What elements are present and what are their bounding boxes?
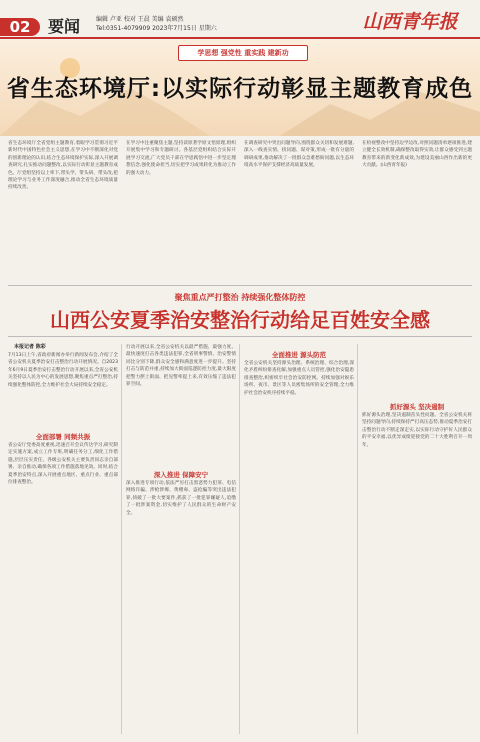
masthead-text: 山西青年报 — [362, 11, 458, 33]
section-head-1: 全面部署 同频共振 — [35, 433, 91, 441]
second-col-3: 全省公安机关坚持源头治理、系统治理、综合治理,深化矛盾纠纷排查化解,加强重点人员管控,强化治安隐患排查整治,织密织牢社会治安防控网。持续加强对娱乐场所、夜市、景区等人员密集场所的安全管理,全力维护社会治安秩序持续平稳。 — [244, 361, 354, 396]
second-col-1b: 省公安厅党委高度重视,迅速召开会议传达学习,研究制定实施方案,成立工作专班,明确任务分工,细化工作措施,层层压实责任。各级公安机关主要负责同志亲自部署、亲自推动,确保各项工作措施落地见效。同时,结合夏季治安特点,深入开展重点地区、重点行业、重点部位排查整治。 — [8, 443, 118, 486]
top-col-3: 在调查研究中突出问题导向,围绕群众关切和发展难题,深入一线查实情、找问题、谋对策,形成一批有分量的调研成果,推动解决了一批群众急难愁盼问题,以生态环境高水平保护支撑经济高质量发展。 — [244, 141, 354, 169]
page-header — [0, 0, 480, 38]
second-col-1a: 7月13日上午,省政府新闻办举行新闻发布会,介绍了全省公安机关夏季治安打击整治行动开展情况。自2023年6月9日夏季治安打击整治行动开展以来,全省公安机关坚持以人民为中心的发展思想,聚焦重点严打整治,持续强化整体防控,全力维护社会大局持续安全稳定。 — [8, 353, 118, 388]
column-rule — [121, 344, 122, 734]
second-col-2a: 行动开展以来,全省公安机关以最严措施、最强力度、最快速度打击各类违法犯罪,全省刑事警情、治安警情同比分别下降,群众安全感和满意度进一步提升。坚持打击与防范并重,持续加大街面巡逻防控力度,最大限度把警力摆上街面、把见警率提上来,有效压缩了违法犯罪空间。 — [126, 345, 236, 388]
section-divider — [8, 285, 472, 286]
section-head-3: 全面推进 源头防范 — [271, 351, 327, 359]
second-headline: 山西公安夏季治安整治行动给足百姓安全感 — [50, 308, 430, 332]
second-col-2b: 深入推进专项行动,依法严厉打击黑恶势力犯罪、电信网络诈骗、涉枪涉爆、黄赌毒、盗抢骗等突出违法犯罪,侦破了一批大要案件,抓获了一批犯罪嫌疑人,追缴了一批涉案资金,切实维护了人民群众的生命财产安全。 — [126, 481, 236, 516]
byline: 本报记者 陈彩 — [14, 344, 46, 350]
top-col-2: 在学习中注重聚焦主题,坚持读原著学原文悟原理,组织开展集中学习和专题研讨。各基层党组织结合实际开展学习交流,广大党员干部在学思践悟中进一步坚定理想信念,强化使命担当,切实把学习成果转化为推动工作的强大动力。 — [126, 141, 236, 176]
top-col-4: 在检视整改中坚持边学边改,对照问题清单逐项推进,建立健全长效机制,确保整改取得实效,让群众感受到主题教育带来的新变化新成效,为建设美丽山西作出新的更大贡献。(山西青年报) — [362, 141, 472, 169]
headline-divider — [8, 336, 472, 337]
column-rule — [239, 344, 240, 734]
masthead-logo — [348, 8, 472, 34]
theme-tags: 学思想 强党性 重实践 建新功 — [178, 45, 308, 61]
top-col-1: 省生态环境厅全省党组主题教育,着眼学习贯彻习近平新时代中国特色社会主义思想,在学习中不断深化对党的创新理论的认识,结合生态环境保护实际,深入开展调查研究,扎实推动问题整改,以实际行动彰显主题教育成色。厅党组坚持以上率下,带头学、带头研、带头改,把理论学习与业务工作深度融合,推动全省生态环境质量持续改善。 — [8, 141, 118, 191]
column-rule — [357, 344, 358, 734]
top-headline: 省生态环境厅:以实际行动彰显主题教育成色 — [6, 76, 474, 102]
second-subhead: 聚焦重点严打整治 持续强化整体防控 — [174, 293, 306, 302]
section-name: 要闻 — [48, 17, 81, 36]
second-col-4: 抓好源头治理,坚决遏制苗头性问题。全省公安机关将坚持问题导向,持续保持严打高压态势,推动夏季治安打击整治行动不断走深走实,以实际行动守护好人民群众的平安幸福,以优异成绩迎接党的二十大胜利召开一周年。 — [362, 413, 472, 448]
section-head-4: 抓好源头 坚决遏制 — [389, 403, 445, 411]
section-head-2: 深入推进 保障安宁 — [153, 471, 209, 479]
editor-line: 编辑 卢亚 校对 王晨 美编 袁硕然 — [96, 16, 184, 23]
page-number: 02 — [0, 18, 40, 36]
header-rule — [0, 37, 480, 39]
headline-banner — [0, 40, 480, 136]
contact-line: Tel:0351-4079909 2023年7月15日 星期六 — [96, 25, 217, 32]
